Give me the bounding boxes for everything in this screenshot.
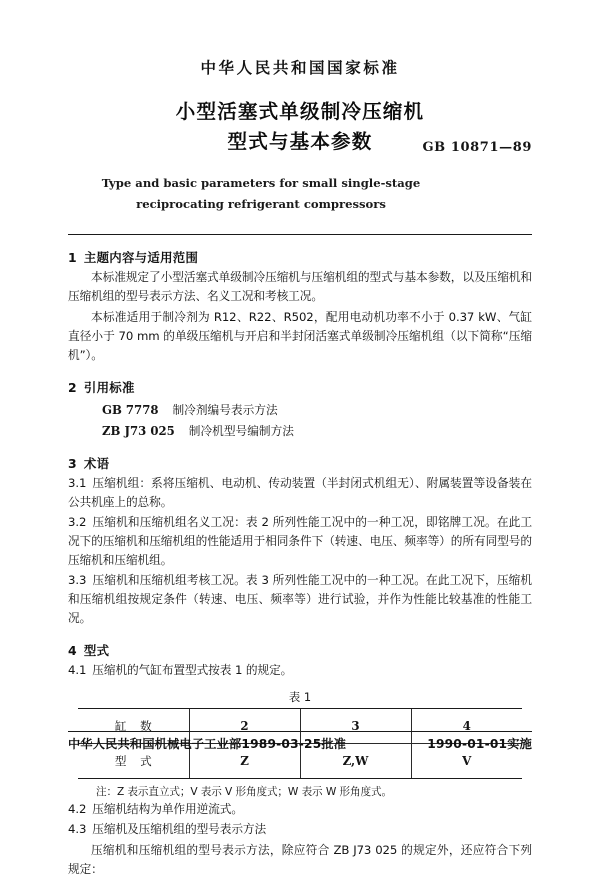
- reference-title: 制冷机型号编制方法: [188, 423, 294, 438]
- section-title-2: 引用标准: [83, 379, 135, 395]
- english-title: [68, 173, 532, 214]
- cell-type-4: V: [411, 743, 522, 778]
- page-footer: [68, 735, 532, 752]
- section-heading-4: [68, 641, 532, 659]
- reference-code: ZB J73 025: [102, 423, 175, 438]
- clause-3-3: [68, 571, 532, 628]
- clause-number: 3.3: [68, 573, 87, 588]
- section-title-1: 主题内容与适用范围: [83, 249, 199, 265]
- clause-3-2: [68, 513, 532, 570]
- row-label-type: 型 式: [78, 743, 189, 778]
- section-number-2: 2: [68, 379, 77, 395]
- english-title-line-1: Type and basic parameters for small single-stage: [101, 176, 421, 191]
- english-title-line-2: reciprocating refrigerant compressors: [136, 196, 386, 211]
- footer-approval: 中华人民共和国机械电子工业部1989-03-25批准: [68, 737, 347, 751]
- section-1-paragraph-1: 本标准规定了小型活塞式单级制冷压缩机与压缩机组的型式与基本参数，以及压缩机和压缩机组的型号表示方法、名义工况和考核工况。: [68, 269, 532, 303]
- section-number-1: 1: [68, 249, 77, 265]
- reference-list: [68, 400, 532, 442]
- clause-4-1: [68, 661, 532, 680]
- section-heading-3: [68, 454, 532, 472]
- footer-implementation: 1990-01-01实施: [427, 737, 532, 751]
- row-label-cylinder-count: 缸 数: [78, 708, 189, 743]
- standard-number: GB 10871—89: [422, 140, 532, 155]
- clause-number: 4.1: [68, 662, 87, 677]
- clause-number: 3.2: [68, 515, 87, 530]
- clause-text: 压缩机的气缸布置型式按表 1 的规定。: [92, 662, 293, 677]
- list-item: [102, 421, 532, 442]
- table-caption: 表 1: [288, 689, 312, 704]
- table-note: 注：Z 表示直立式；V 表示 V 形角度式；W 表示 W 形角度式。: [96, 785, 392, 798]
- reference-title: 制冷剂编号表示方法: [172, 402, 278, 417]
- clause-4-2: [68, 800, 532, 819]
- clause-4-3: [68, 820, 532, 839]
- cell-type-3: Z,W: [300, 743, 411, 778]
- clause-number: 4.3: [68, 821, 87, 836]
- list-item: [102, 400, 532, 421]
- clause-text: 压缩机和压缩机组考核工况。表 3 所列性能工况中的一种工况。在此工况下，压缩机和压缩机组按规定条件（转速、电压、频率等）进行试验，并作为性能比较基准的性能工况。: [68, 573, 532, 626]
- section-title-3: 术语: [83, 456, 110, 472]
- section-heading-2: [68, 378, 532, 396]
- clause-heading: 压缩机及压缩机组的型号表示方法: [92, 821, 267, 836]
- clause-4-3-text: 压缩机和压缩机组的型号表示方法，除应符合 ZB J73 025 的规定外，还应符合下列规定：: [68, 842, 532, 876]
- footer-divider: [68, 731, 532, 732]
- cell-cylinder-count-2: 2: [189, 708, 300, 743]
- cell-cylinder-count-3: 3: [300, 708, 411, 743]
- title-line-2: 型式与基本参数: [227, 129, 373, 153]
- clause-3-1: [68, 474, 532, 512]
- clause-text: 压缩机组：系将压缩机、电动机、传动装置（半封闭式机组无）、附属装置等设备装在公共机座上的总称。: [68, 476, 532, 510]
- title-line-1: 小型活塞式单级制冷压缩机: [175, 100, 425, 123]
- clause-text: 压缩机结构为单作用逆流式。: [92, 801, 243, 816]
- clause-text: 压缩机和压缩机组名义工况：表 2 所列性能工况中的一种工况，即铭牌工况。在此工况下的压缩机和压缩机组的性能适用于相同条件下（转速、电压、频率等）的所有同型号的压缩机和压缩机组。: [68, 515, 532, 568]
- section-number-4: 4: [68, 642, 77, 658]
- section-1-paragraph-2: 本标准适用于制冷剂为 R12、R22、R502，配用电动机功率不小于 0.37 kW、气缸直径小于 70 mm 的单级压缩机与开启和半封闭活塞式单级制冷压缩机组（以下简称“压缩机”）。: [68, 309, 532, 362]
- cell-cylinder-count-4: 4: [411, 708, 522, 743]
- cell-type-2: Z: [189, 743, 300, 778]
- section-heading-1: [68, 248, 532, 266]
- header-divider: [68, 234, 532, 235]
- section-number-3: 3: [68, 456, 77, 472]
- clause-number: 4.2: [68, 801, 87, 816]
- issuing-body: 中华人民共和国国家标准: [200, 59, 400, 77]
- reference-code: GB 7778: [102, 402, 159, 417]
- clause-number: 3.1: [68, 476, 87, 491]
- section-title-4: 型式: [83, 642, 110, 658]
